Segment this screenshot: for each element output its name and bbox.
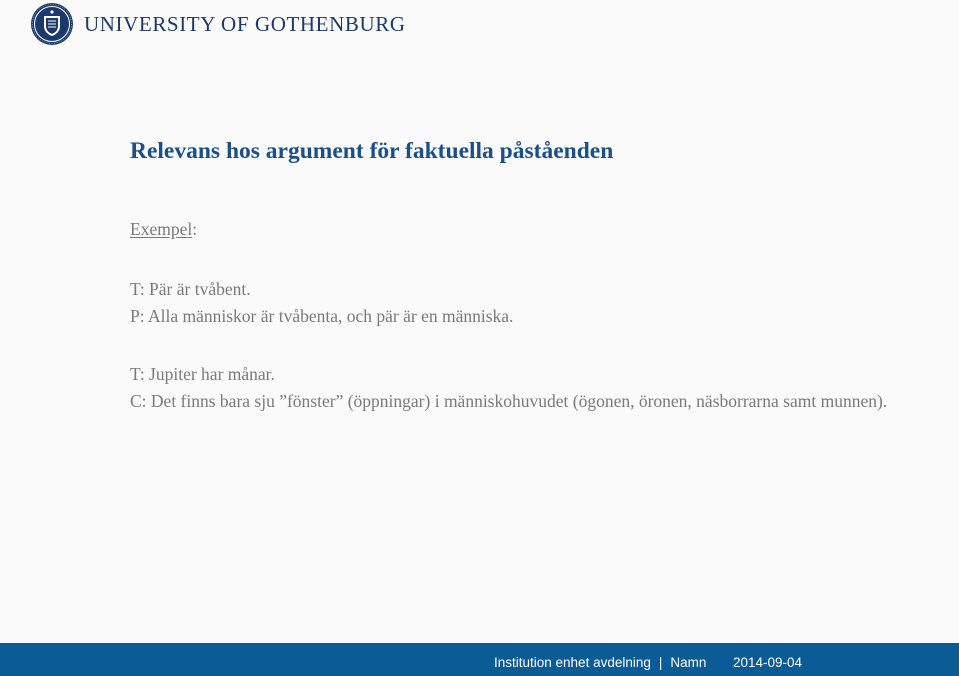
footer-separator: | xyxy=(658,655,663,670)
university-name: UNIVERSITY OF GOTHENBURG xyxy=(84,11,406,36)
paragraph-gap xyxy=(130,330,890,361)
example-label: Exempel xyxy=(130,219,193,239)
footer-date: 2014-09-04 xyxy=(733,655,803,670)
slide-content xyxy=(130,216,890,415)
slide-header xyxy=(30,2,406,46)
example-colon: : xyxy=(192,219,198,239)
slide-title: Relevans hos argument för faktuella påståenden xyxy=(130,138,614,164)
slide-footer xyxy=(0,643,959,676)
example-heading xyxy=(130,216,890,243)
footer-info xyxy=(494,655,706,670)
claim-line-2: C: Det finns bara sju ”fönster” (öppningar) i människohuvudet (ögonen, öronen, näsborrarna samt munnen). xyxy=(130,391,888,411)
university-seal-icon xyxy=(30,2,74,46)
thesis-line-1: T: Pär är tvåbent. xyxy=(130,279,251,299)
premise-line-1: P: Alla människor är tvåbenta, och pär är en människa. xyxy=(130,306,514,326)
footer-name: Namn xyxy=(670,655,707,670)
thesis-line-2: T: Jupiter har månar. xyxy=(130,364,275,384)
footer-institution: Institution enhet avdelning xyxy=(494,655,651,670)
